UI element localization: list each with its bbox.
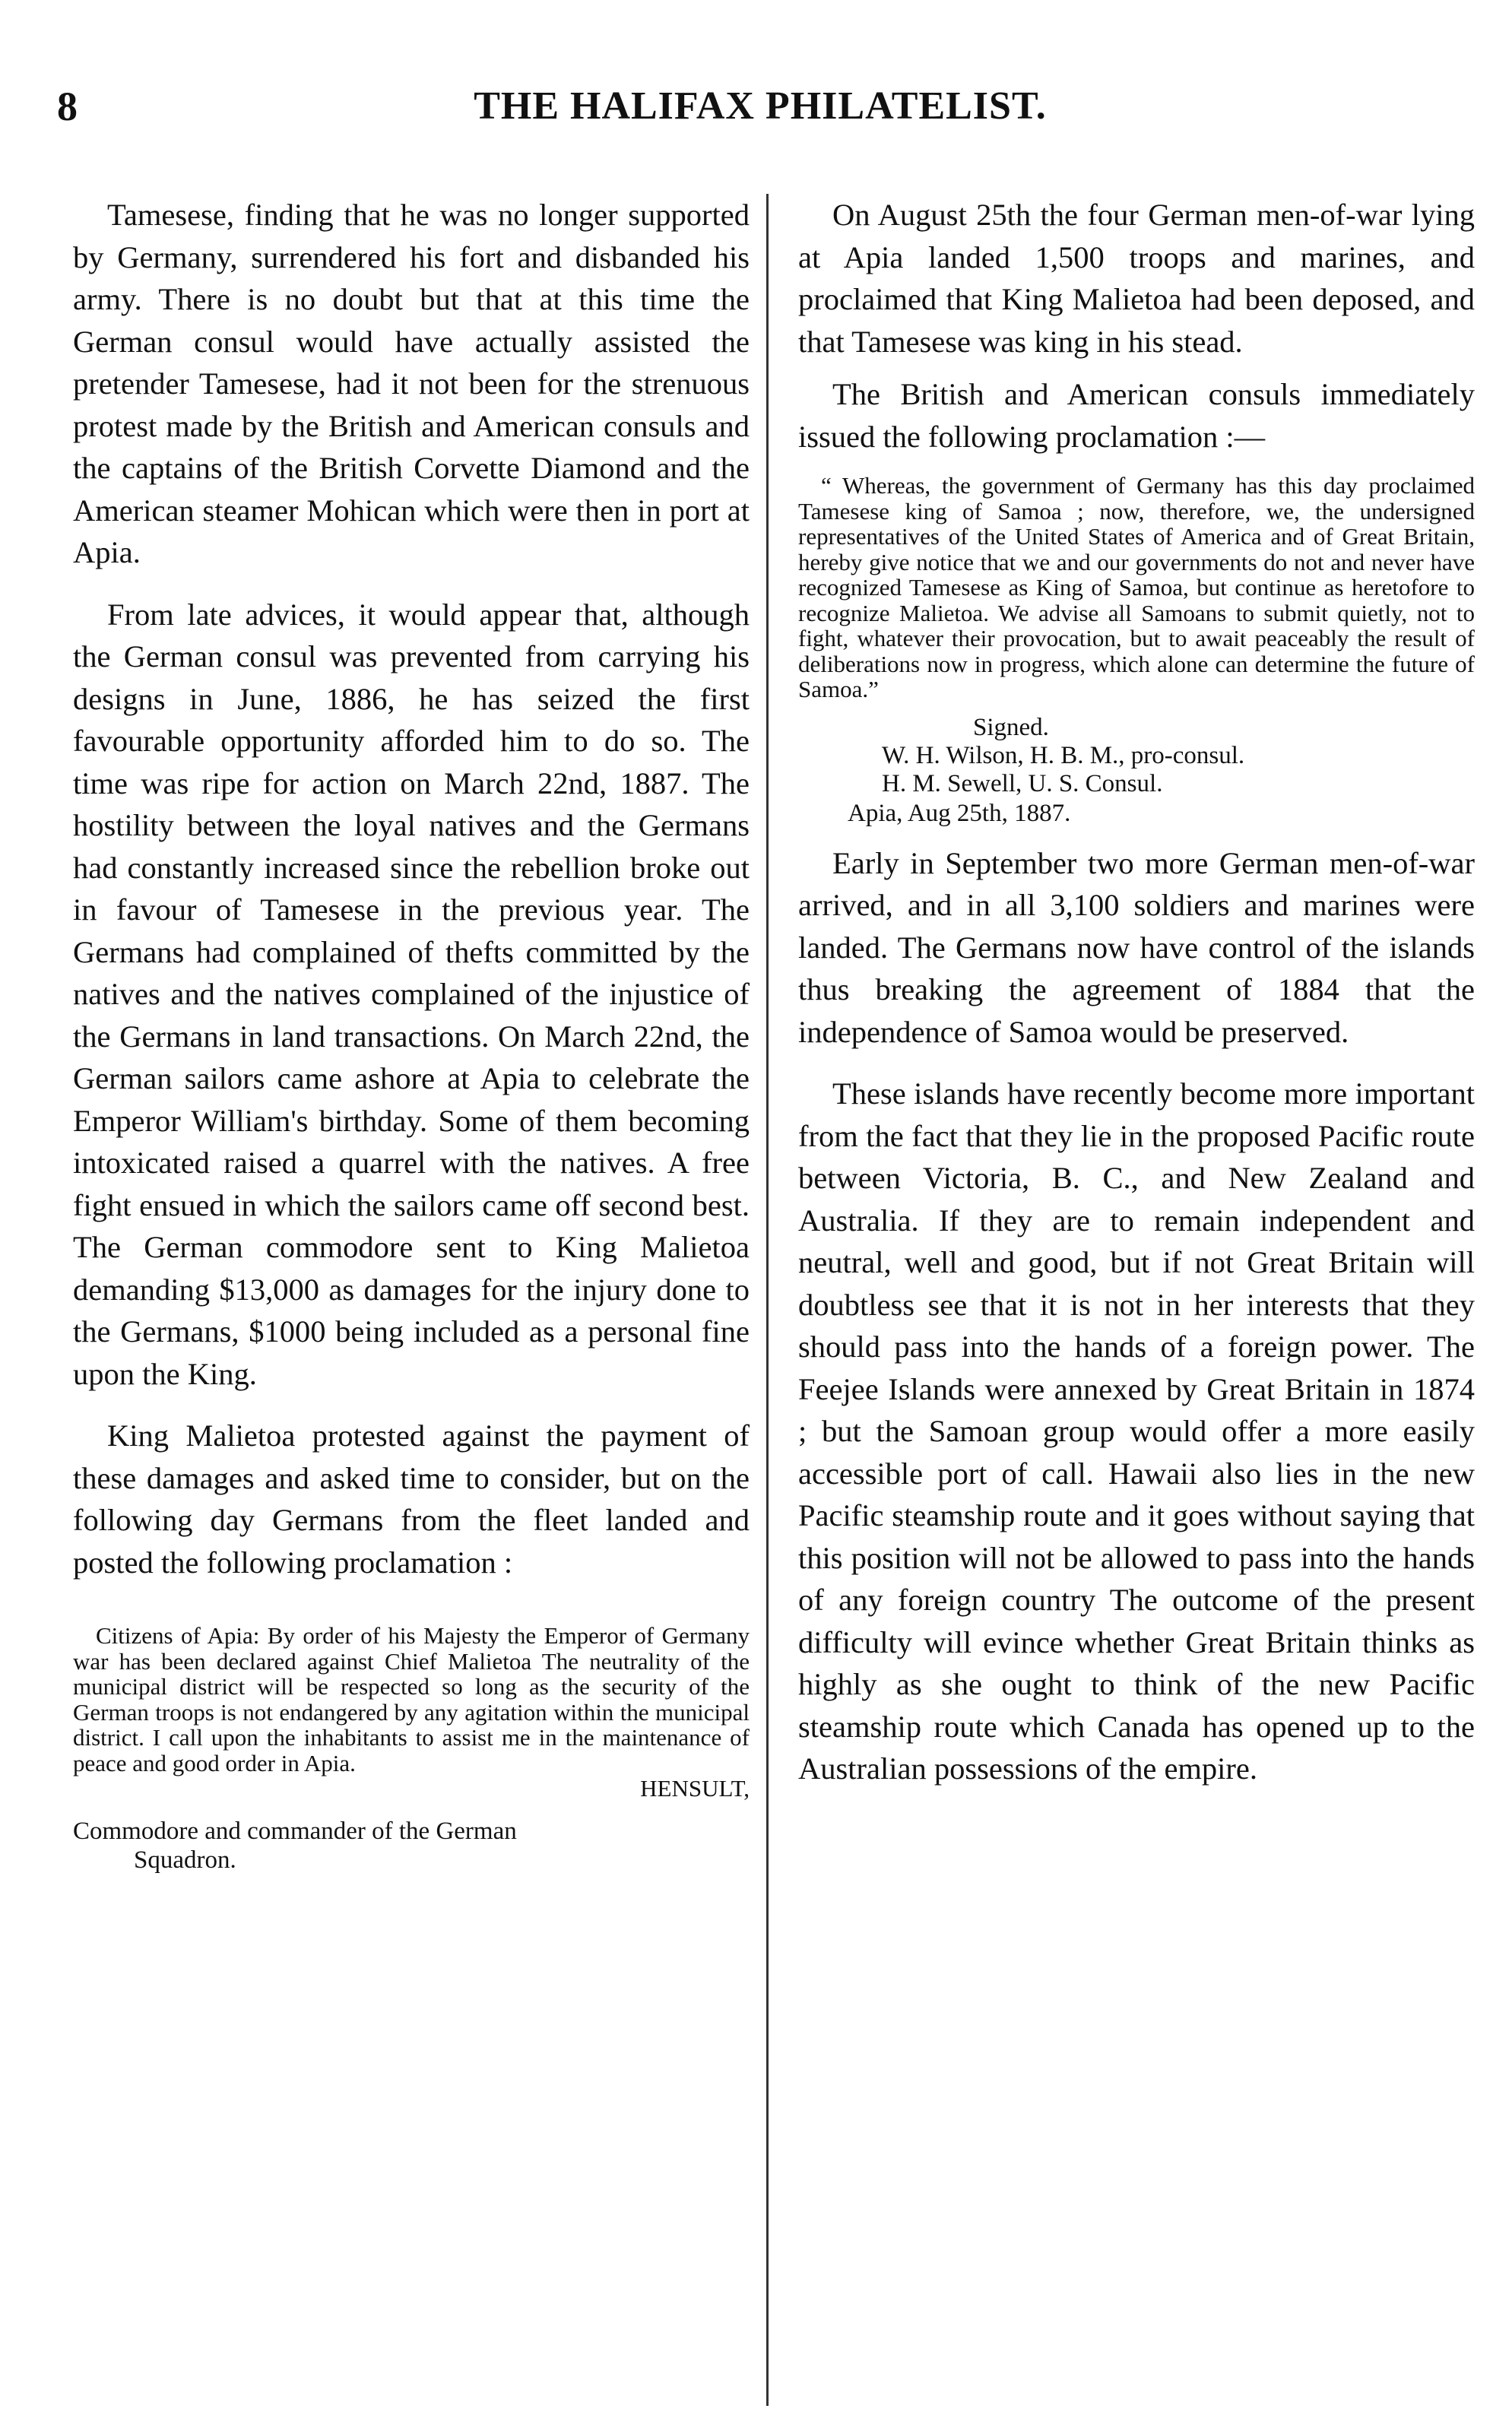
article-paragraph: King Malietoa protested against the payment of these damages and asked time to consider, but on the following day Germans from the fleet landed and posted the following proclamation : <box>73 1418 750 1580</box>
signatory-line: W. H. Wilson, H. B. M., pro-consul. <box>882 741 1245 769</box>
dateline: Apia, Aug 25th, 1887. <box>848 799 1071 827</box>
publication-title: THE HALIFAX PHILATELIST. <box>474 84 1047 128</box>
column-divider <box>766 194 769 2406</box>
proclamation-signature: HENSULT, <box>640 1775 750 1802</box>
german-proclamation: Citizens of Apia: By order of his Majesty the Emperor of Germany war has been declared against Chief Malietoa The neutrality of the municipal district will be respected so long as the security of the German troops is not endangered by any agitation within the municipal district. I call upon the inhabitants to assist me in the maintenance of peace and good order in Apia. <box>73 1622 750 1776</box>
article-paragraph: On August 25th the four German men-of-war lying at Apia landed 1,500 troops and marines, and proclaimed that King Malietoa had been deposed, and that Tamesese was king in his stead. <box>798 198 1475 359</box>
article-paragraph: From late advices, it would appear that, although the German consul was prevented from carrying his designs in June, 1886, he has seized the first favourable opportunity afforded him to do so. The time was ripe for action on March 22nd, 1887. The hostility between the loyal natives and the Germans had constantly increased since the rebellion broke out in favour of Tamesese in the previous year. The Germans had complained of thefts committed by the natives and the natives complained of the injustice of the Germans in land transactions. On March 22nd, the German sailors came ashore at Apia to celebrate the Emperor William's birthday. Some of them becoming intoxicated raised a quarrel with the natives. A free fight ensued in which the sailors came off second best. The German commodore sent to King Malietoa demanding $13,000 as damages for the injury done to the Germans, $1000 being included as a personal fine upon the King. <box>73 597 750 1391</box>
article-paragraph: The British and American consuls immediately issued the following proclamation :— <box>798 377 1475 454</box>
page-number: 8 <box>57 84 78 129</box>
commodore-line: Squadron. <box>134 1846 236 1874</box>
article-paragraph: Early in September two more German men-of-war arrived, and in all 3,100 soldiers and marines were landed. The Germans now have control of the islands thus breaking the agreement of 1884 that the independence of Samoa would be preserved. <box>798 845 1475 1049</box>
right-column <box>798 194 1475 1790</box>
article-paragraph: These islands have recently become more important from the fact that they lie in the proposed Pacific route between Victoria, B. C., and New Zealand and Australia. If they are to remain independent and neutral, well and good, but if not Great Britain will doubtless see that it is not in her interests that they should pass into the hands of a foreign power. The Feejee Islands were annexed by Great Britain in 1874 ; but the Samoan group would offer a more easily accessible port of call. Hawaii also lies in the new Pacific steamship route and it goes without saying that this position will not be allowed to pass into the hands of any foreign country The outcome of the present difficulty will evince whether Great Britain thinks as highly as she ought to think of the new Pacific steamship route which Canada has opened up to the Australian possessions of the empire. <box>798 1076 1475 1786</box>
commodore-attribution <box>73 1817 750 1875</box>
signed-label: Signed. <box>973 713 1049 741</box>
signatory-line: H. M. Sewell, U. S. Consul. <box>882 769 1163 797</box>
commodore-line: Commodore and commander of the German <box>73 1817 517 1845</box>
left-column <box>73 194 750 1875</box>
article-paragraph: Tamesese, finding that he was no longer supported by Germany, surrendered his fort and disbanded his army. There is no doubt but that at this time the German consul would have actually assisted the pretender Tamesese, had it not been for the strenuous protest made by the British and American consuls and the captains of the British Corvette Diamond and the American steamer Mohican which were then in port at Apia. <box>73 198 750 569</box>
consuls-proclamation: “ Whereas, the government of Germany has this day proclaimed Tamesese king of Samoa ; now, therefore, we, the undersigned representatives of the United States of America and of Great Britain, hereby give notice that we and our governments do not and never have recognized Tamesese as King of Samoa, but continue as heretofore to recognize Malietoa. We advise all Samoans to submit quietly, not to fight, whatever their provocation, but to await peaceably the result of deliberations now in progress, which alone can determine the future of Samoa.” <box>798 472 1475 702</box>
page-header <box>57 76 1463 137</box>
